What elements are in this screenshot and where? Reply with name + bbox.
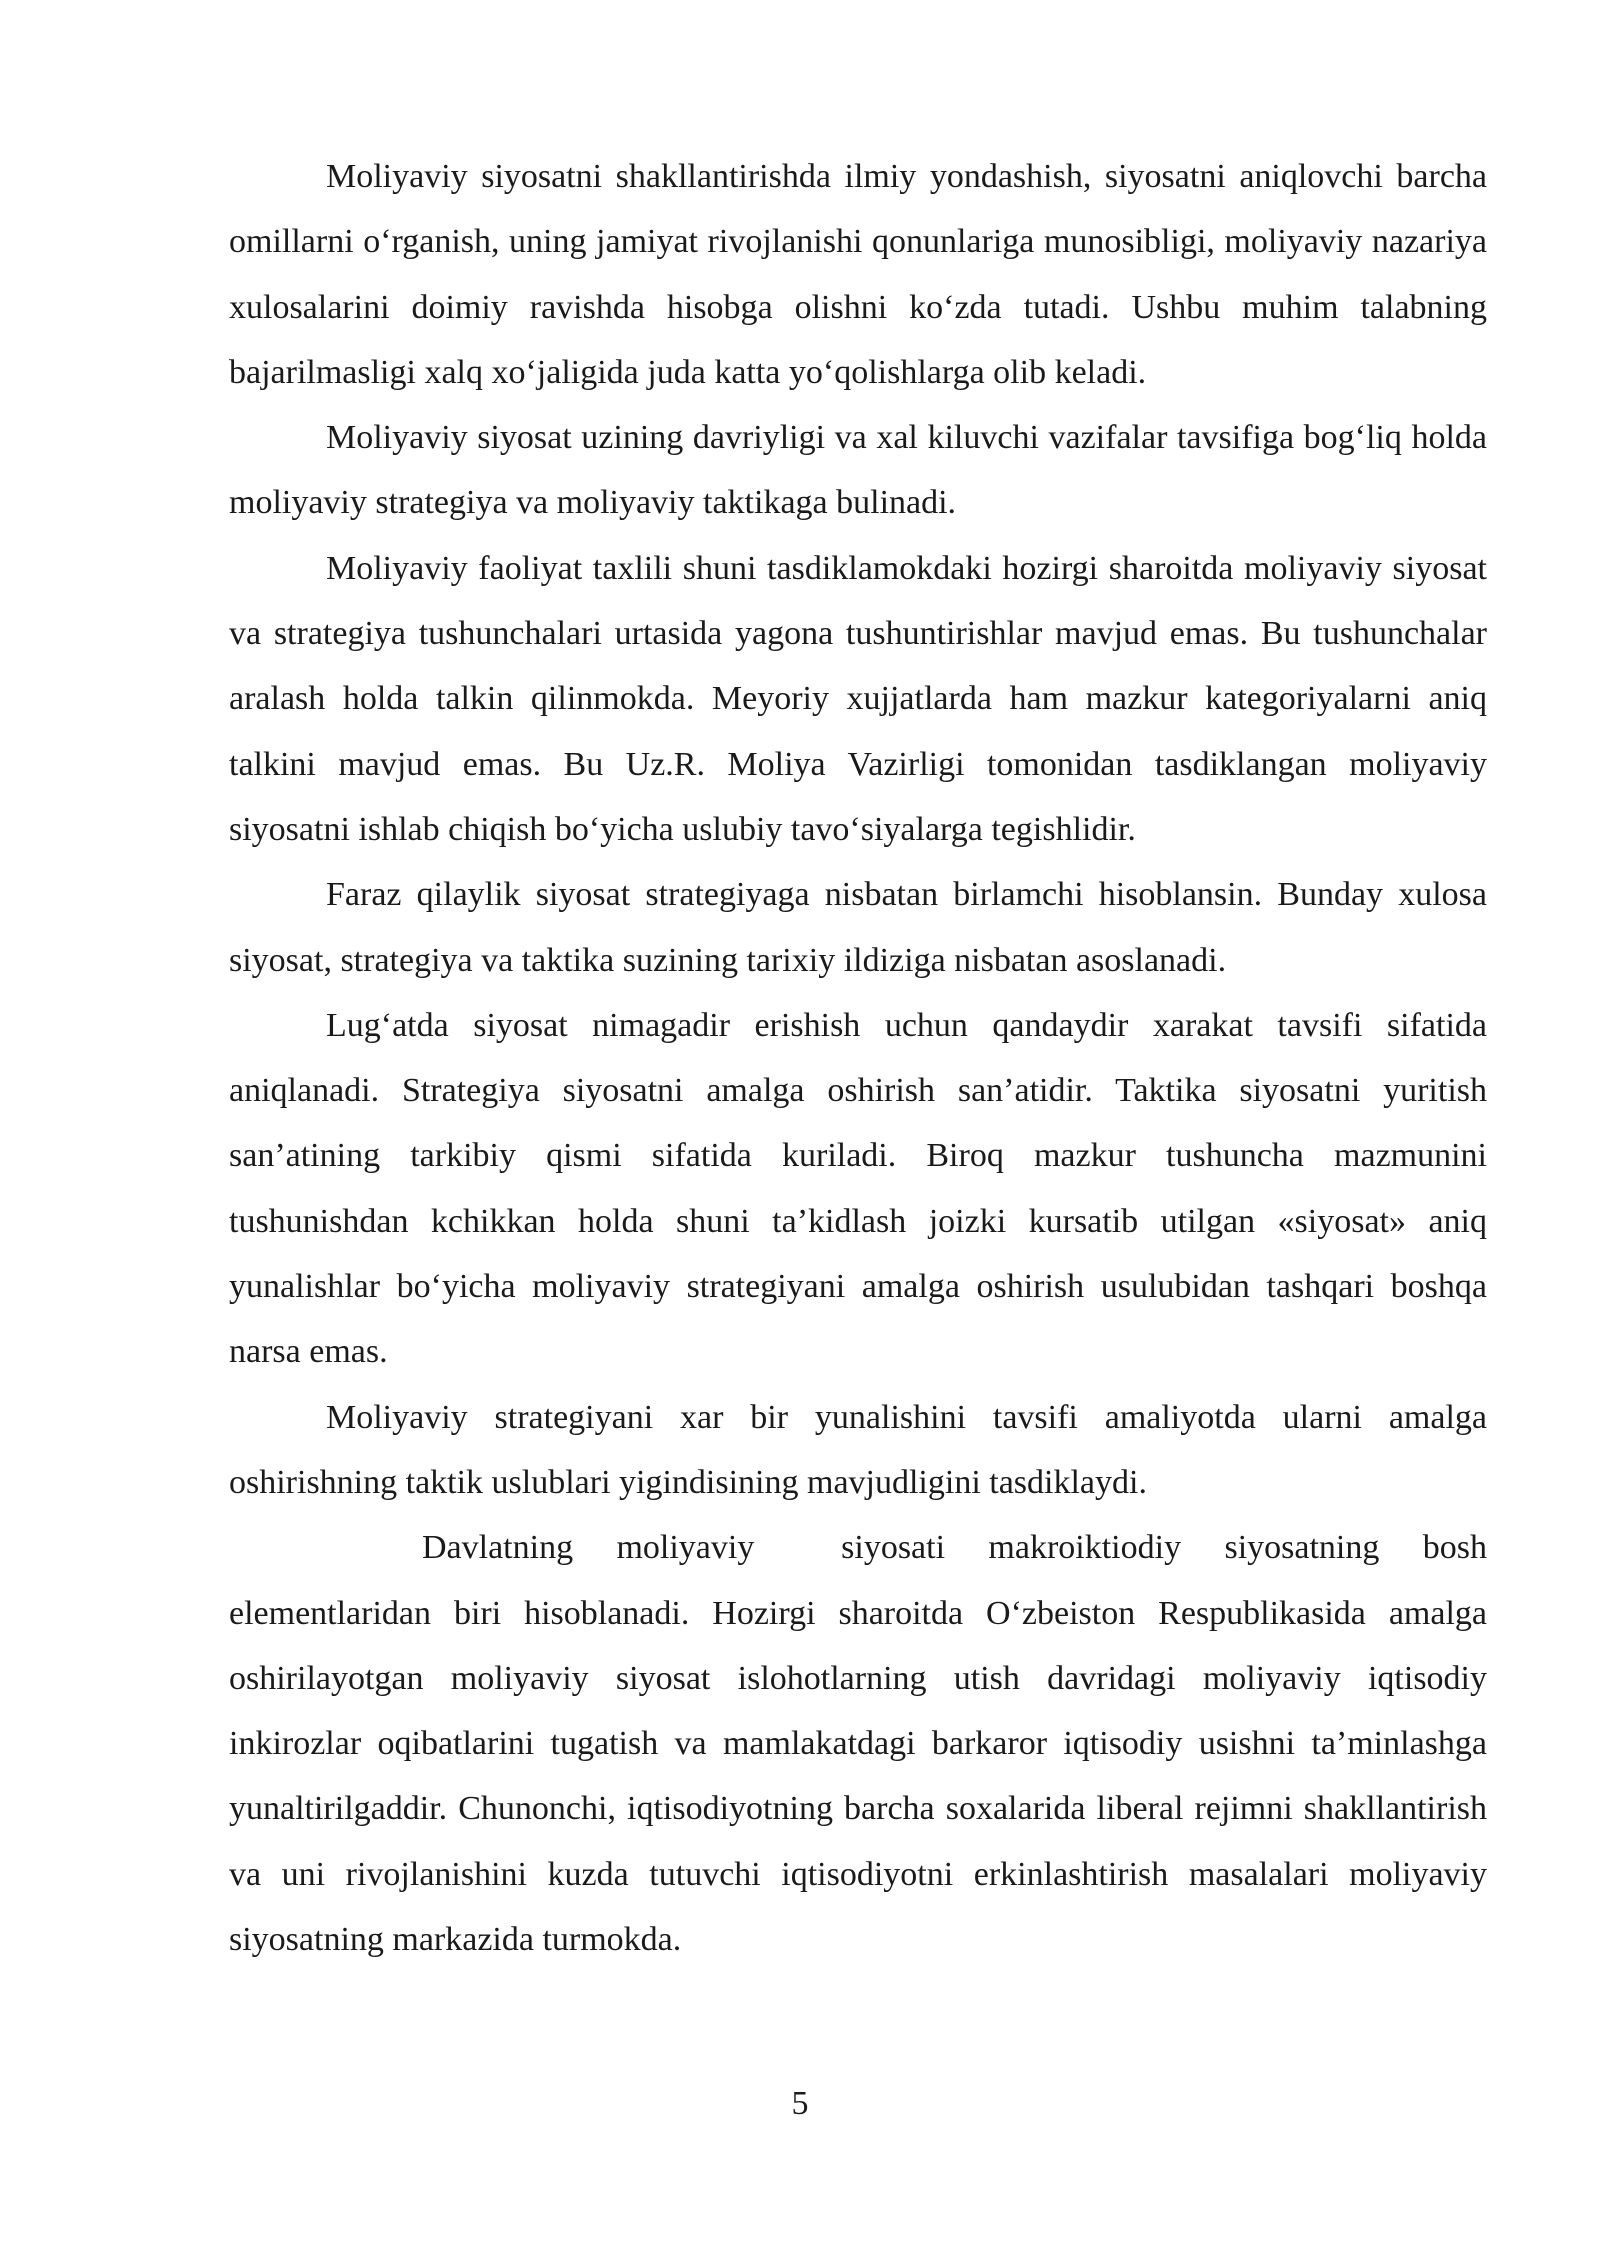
paragraph: Faraz qilaylik siyosat strategiyaga nisbatan birlamchi hisoblansin. Bunday xulosa siyosat, strategiya va taktika suzining tarixiy ildiziga nisbatan asoslanadi.	[229, 876, 1496, 979]
paragraph: Moliyaviy siyosat uzining davriyligi va xal kiluvchi vazifalar tavsifiga bog‘liq holda moliyaviy strategiya va moliyaviy taktikaga bulinadi.	[229, 419, 1496, 522]
paragraph: Moliyaviy siyosatni shakllantirishda ilmiy yondashish, siyosatni aniqlovchi barcha omillarni o‘rganish, uning jamiyat rivojlanishi qonunlariga munosibligi, moliyaviy nazariya xulosalarini doimiy ravishda hisobga olishni ko‘zda tutadi. Ushbu muhim talabning bajarilmasligi xalq xo‘jaligida juda katta yo‘qolishlarga olib keladi.	[229, 158, 1496, 391]
paragraph: Lug‘atda siyosat nimagadir erishish uchun qandaydir xarakat tavsifi sifatida aniqlanadi. Strategiya siyosatni amalga oshirish san’atidir. Taktika siyosatni yuritish san’atining tarkibiy qismi sifatida kuriladi. Biroq mazkur tushuncha mazmunini tushunishdan kchikkan holda shuni ta’kidlash joizki kursatib utilgan «siyosat» aniq yunalishlar bo‘yicha moliyaviy strategiyani amalga oshirish usulubidan tashqari boshqa narsa emas.	[229, 1006, 1496, 1371]
document-body	[229, 144, 1496, 1972]
page-number: 5	[791, 2085, 809, 2122]
paragraph: Moliyaviy strategiyani xar bir yunalishini tavsifi amaliyotda ularni amalga oshirishning taktik uslublari yigindisining mavjudligini tasdiklaydi.	[229, 1398, 1496, 1501]
paragraph: Moliyaviy faoliyat taxlili shuni tasdiklamokdaki hozirgi sharoitda moliyaviy siyosat va strategiya tushunchalari urtasida yagona tushuntirishlar mavjud emas. Bu tushunchalar aralash holda talkin qilinmokda. Meyoriy xujjatlarda ham mazkur kategoriyalarni aniq talkini mavjud emas. Bu Uz.R. Moliya Vazirligi tomonidan tasdiklangan moliyaviy siyosatni ishlab chiqish bo‘yicha uslubiy tavo‘siyalarga tegishlidir.	[229, 549, 1496, 848]
paragraph: Davlatning moliyaviy siyosati makroiktiodiy siyosatning bosh elementlaridan biri hisoblanadi. Hozirgi sharoitda O‘zbeiston Respublikasida amalga oshirilayotgan moliyaviy siyosat islohotlarning utish davridagi moliyaviy iqtisodiy inkirozlar oqibatlarini tugatish va mamlakatdagi barkaror iqtisodiy usishni ta’minlashga yunaltirilgaddir. Chunonchi, iqtisodiyotning barcha soxalarida liberal rejimni shakllantirish va uni rivojlanishini kuzda tutuvchi iqtisodiyotni erkinlashtirish masalalari moliyaviy siyosatning markazida turmokda.	[229, 1529, 1496, 1959]
